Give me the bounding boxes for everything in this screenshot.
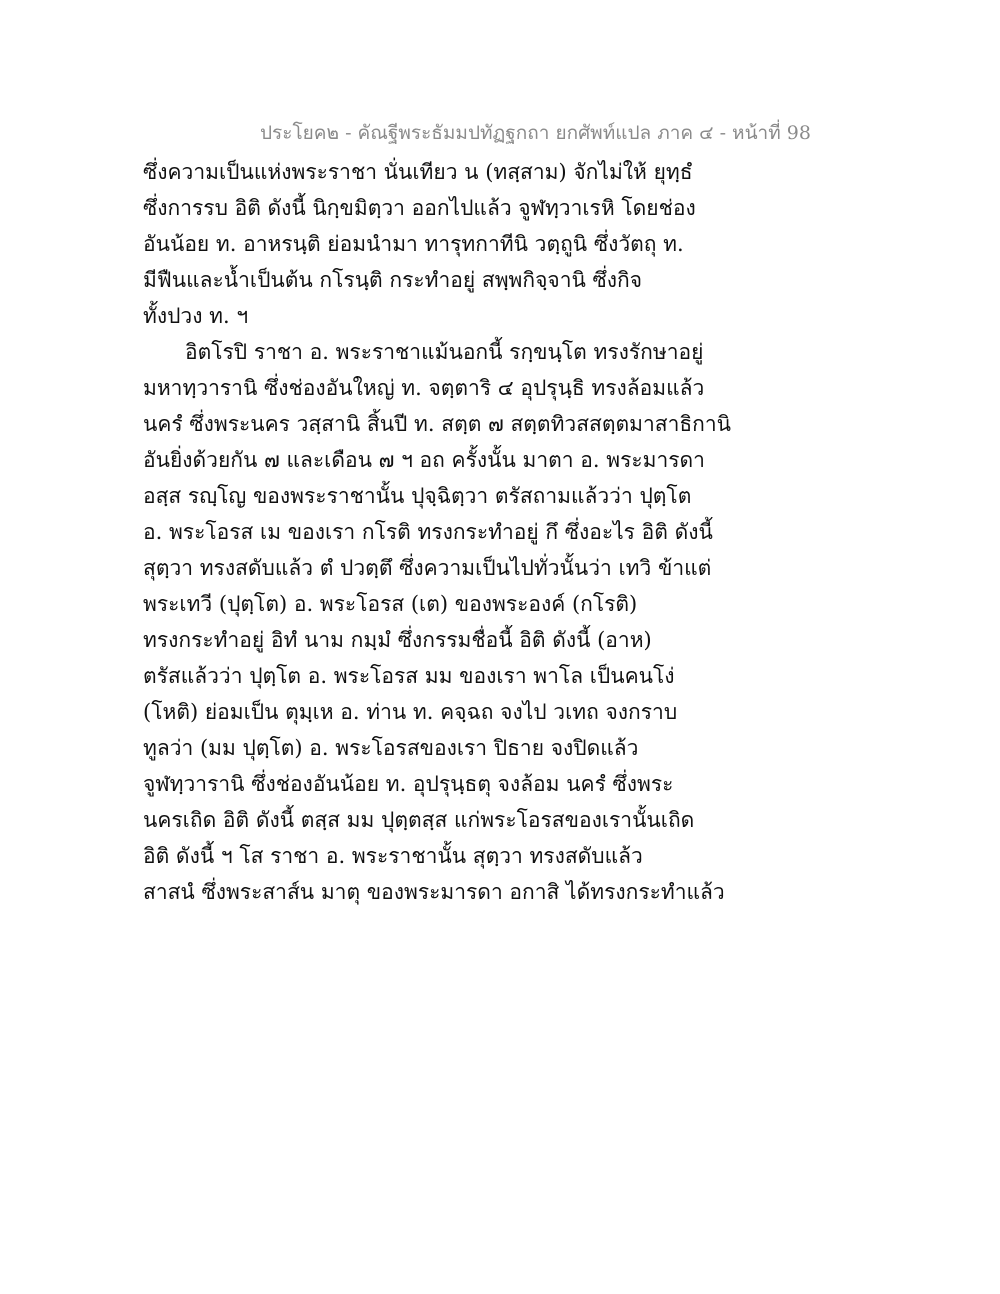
text-line: ทั้งปวง ท. ฯ	[143, 304, 249, 328]
text-line: ทรงกระทำอยู่ อิทํ นาม กมฺมํ ซึ่งกรรมชื่อนี้ อิติ ดังนี้ (อาห)	[143, 628, 652, 652]
text-line: ซึ่งความเป็นแห่งพระราชา นั่นเทียว น (ทสฺสาม) จักไม่ให้ ยุทฺธํ	[143, 160, 693, 184]
text-line: อันยิ่งด้วยกัน ๗ และเดือน ๗ ฯ อถ ครั้งนั้น มาตา อ. พระมารดา	[143, 448, 705, 472]
text-line: สาสนํ ซึ่งพระสาส์น มาตุ ของพระมารดา อกาสิ ได้ทรงกระทำแล้ว	[143, 880, 725, 904]
text-line: มหาทฺวารานิ ซึ่งช่องอันใหญ่ ท. จตฺตาริ ๔ อุปรุนฺธิ ทรงล้อมแล้ว	[143, 376, 705, 400]
text-line-indented: อิตโรปิ ราชา อ. พระราชาแม้นอกนี้ รกฺขนฺโต ทรงรักษาอยู่	[185, 340, 704, 364]
text-line: อิติ ดังนี้ ฯ โส ราชา อ. พระราชานั้น สุตฺวา ทรงสดับแล้ว	[143, 844, 643, 868]
text-line: ซึ่งการรบ อิติ ดังนี้ นิกฺขมิตฺวา ออกไปแล้ว จูฬทฺวาเรหิ โดยช่อง	[143, 196, 696, 220]
text-line: สุตฺวา ทรงสดับแล้ว ตํ ปวตฺตึ ซึ่งความเป็นไปทั่วนั้นว่า เทวิ ข้าแต่	[143, 556, 712, 580]
document-body	[143, 154, 883, 910]
text-line: นครเถิด อิติ ดังนี้ ตสฺส มม ปุตฺตสฺส แก่พระโอรสของเรานั้นเถิด	[143, 808, 695, 832]
text-line: ทูลว่า (มม ปุตฺโต) อ. พระโอรสของเรา ปิธาย จงปิดแล้ว	[143, 736, 639, 760]
text-line: (โหติ) ย่อมเป็น ตุมฺเห อ. ท่าน ท. คจฺฉถ จงไป วเทถ จงกราบ	[143, 700, 678, 724]
text-line: ตรัสแล้วว่า ปุตฺโต อ. พระโอรส มม ของเรา พาโล เป็นคนโง่	[143, 664, 675, 688]
text-line: มีฟืนและน้ำเป็นต้น กโรนฺติ กระทำอยู่ สพฺพกิจฺจานิ ซึ่งกิจ	[143, 268, 643, 292]
text-line: พระเทวี (ปุตฺโต) อ. พระโอรส (เต) ของพระองค์ (กโรติ)	[143, 592, 638, 616]
running-header: ประโยค๒ - คัณฐีพระธัมมปทัฏฐกถา ยกศัพท์แปล ภาค ๔ - หน้าที่ 98	[260, 122, 811, 144]
text-line: อันน้อย ท. อาหรนฺติ ย่อมนำมา ทารุทกาทีนิ วตฺถูนิ ซึ่งวัตถุ ท.	[143, 232, 684, 256]
text-line: อ. พระโอรส เม ของเรา กโรติ ทรงกระทำอยู่ กึ ซึ่งอะไร อิติ ดังนี้	[143, 520, 713, 544]
text-line: อสฺส รญฺโญ ของพระราชานั้น ปุจฺฉิตฺวา ตรัสถามแล้วว่า ปุตฺโต	[143, 484, 692, 508]
text-line: นครํ ซึ่งพระนคร วสฺสานิ สิ้นปี ท. สตฺต ๗ สตฺตทิวสสตฺตมาสาธิกานิ	[143, 412, 732, 436]
text-line: จูฬทฺวารานิ ซึ่งช่องอันน้อย ท. อุปรุนฺธตุ จงล้อม นครํ ซึ่งพระ	[143, 772, 674, 796]
